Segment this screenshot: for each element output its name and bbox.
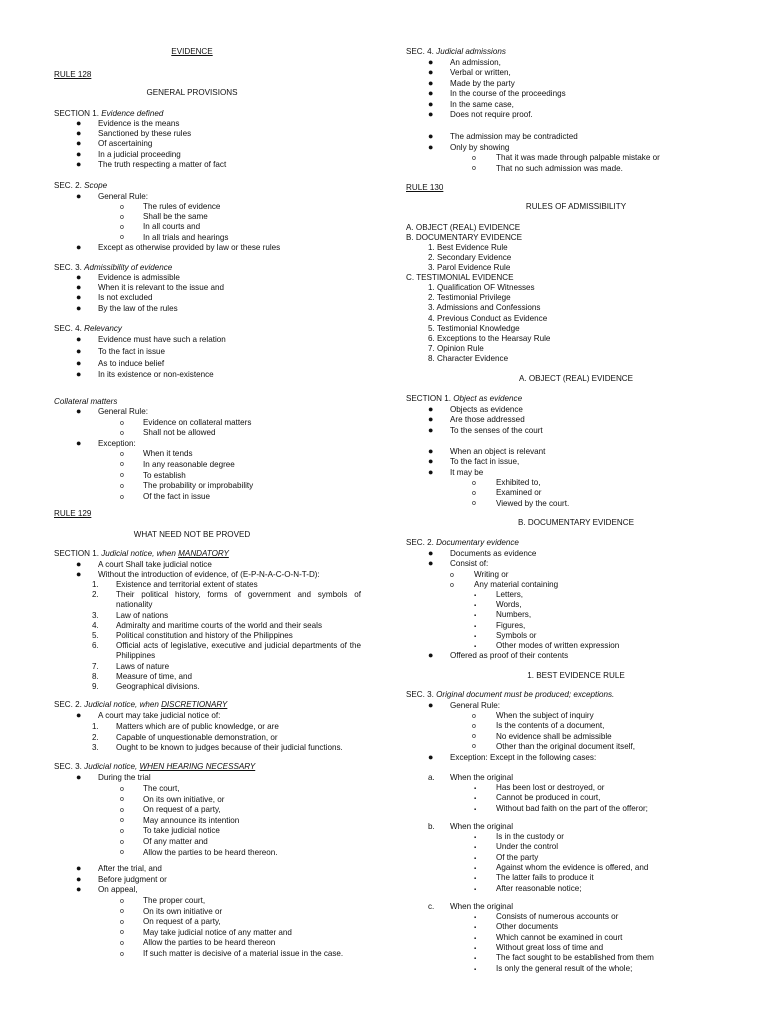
circle-marker: o <box>472 733 476 741</box>
square-marker: ▪ <box>474 786 477 792</box>
sub-item: Examined or <box>496 488 542 498</box>
list-item: Without the introduction of evidence, of (E-P-N-A-C-O-N-T-D): <box>98 570 320 579</box>
circle-marker: o <box>472 154 476 162</box>
section-title-emphasis: MANDATORY <box>178 549 229 558</box>
rule-title: RULES OF ADMISSIBILITY <box>525 202 627 211</box>
bullet-marker: ● <box>76 148 82 159</box>
bullet-marker: ● <box>76 710 82 720</box>
list-item: On appeal, <box>98 885 138 895</box>
bullet-marker: ● <box>76 334 82 344</box>
list-item: The admission may be contradicted <box>450 132 578 141</box>
bullet-marker: ● <box>428 57 434 67</box>
circle-marker: o <box>120 908 124 916</box>
numbered-item: Existence and territorial extent of states <box>116 580 258 589</box>
item-letter: a. <box>428 773 435 782</box>
bullet-marker: ● <box>428 456 434 467</box>
list-item: An admission, <box>450 58 501 67</box>
sub-sub-item: The fact sought to be established from them <box>496 953 654 963</box>
subsection-title: A. OBJECT (REAL) EVIDENCE <box>518 374 634 383</box>
sub-sub-item: Figures, <box>496 620 526 630</box>
sub-item: Viewed by the court. <box>496 498 570 508</box>
sub-item: Allow the parties to be heard thereon. <box>143 847 278 857</box>
list-item: Objects as evidence <box>450 405 523 414</box>
numbered-item: Official acts of legislative, executive and judicial departments of the <box>116 641 361 651</box>
square-marker: ▪ <box>474 613 477 620</box>
section-title-emphasis: DISCRETIONARY <box>161 700 228 709</box>
square-marker: ▪ <box>474 925 477 932</box>
item-number: 8. <box>92 671 99 681</box>
sub-item: No evidence shall be admissible <box>496 731 612 741</box>
section-label: SECTION 1. <box>54 109 102 118</box>
rule-title: GENERAL PROVISIONS <box>146 88 238 97</box>
sub-sub-item: Without great loss of time and <box>496 942 604 952</box>
bullet-marker: ● <box>428 752 434 762</box>
sub-item: Is the contents of a document, <box>496 721 605 731</box>
sub-sub-item: Numbers, <box>496 610 532 620</box>
item-letter: c. <box>428 902 435 911</box>
circle-marker: o <box>120 918 124 926</box>
bullet-marker: ● <box>76 569 82 579</box>
list-item: When the original <box>450 822 513 831</box>
bullet-marker: ● <box>76 863 82 873</box>
sub-item: May take judicial notice of any matter and <box>143 927 292 937</box>
list-item: Of ascertaining <box>98 139 153 149</box>
square-marker: ▪ <box>474 855 477 862</box>
outline-subitem: 2. Testimonial Privilege <box>428 293 511 303</box>
square-marker: ▪ <box>474 956 477 963</box>
bullet-marker: ● <box>428 650 434 660</box>
list-item: Only by showing <box>450 142 510 152</box>
square-marker: ▪ <box>474 633 477 640</box>
circle-marker: o <box>120 939 124 947</box>
section-title: Judicial notice, <box>84 762 140 771</box>
circle-marker: o <box>472 743 476 751</box>
circle-marker: o <box>450 581 454 589</box>
circle-marker: o <box>120 806 124 814</box>
outline-subitem: 5. Testimonial Knowledge <box>428 323 520 333</box>
sub-item: May announce its intention <box>143 815 240 825</box>
sub-item: When the subject of inquiry <box>496 711 594 720</box>
sub-item: The proper court, <box>143 896 206 905</box>
sub-item: On its own initiative, or <box>143 794 225 804</box>
list-item: General Rule: <box>450 701 500 710</box>
section-title: Judicial admissions <box>436 47 506 56</box>
bullet-marker: ● <box>76 873 82 884</box>
sub-item: On request of a party, <box>143 917 221 927</box>
list-item: As to induce belief <box>98 358 165 368</box>
bullet-marker: ● <box>76 128 82 139</box>
square-marker: ▪ <box>474 935 477 942</box>
bullet-marker: ● <box>428 131 434 141</box>
outline-item: C. TESTIMONIAL EVIDENCE <box>406 273 514 282</box>
sub-item: That no such admission was made. <box>496 163 623 173</box>
section-title: Evidence defined <box>101 109 164 118</box>
circle-marker: o <box>120 796 124 804</box>
outline-subitem: 6. Exceptions to the Hearsay Rule <box>428 334 551 343</box>
circle-marker: o <box>120 493 124 501</box>
list-item: A court Shall take judicial notice <box>98 560 212 569</box>
bullet-marker: ● <box>428 88 434 99</box>
section-heading <box>406 47 506 57</box>
circle-marker: o <box>120 950 124 958</box>
circle-marker: o <box>120 897 124 905</box>
sub-sub-item: Is only the general result of the whole; <box>496 963 633 973</box>
square-marker: ▪ <box>474 945 477 952</box>
square-marker: ▪ <box>474 886 477 893</box>
circle-marker: o <box>472 722 476 730</box>
doc-title: EVIDENCE <box>171 47 213 56</box>
list-item: When the original <box>450 902 513 911</box>
circle-marker: o <box>120 203 124 211</box>
outline-subitem: 2. Secondary Evidence <box>428 253 512 263</box>
numbered-item: Admiralty and maritime courts of the world and their seals <box>116 620 323 630</box>
bullet-marker: ● <box>428 466 434 477</box>
item-number: 2. <box>92 732 99 742</box>
square-marker: ▪ <box>474 835 477 841</box>
list-item: Consist of: <box>450 559 489 569</box>
sub-sub-item: Words, <box>496 600 522 610</box>
bullet-marker: ● <box>428 414 434 425</box>
bullet-marker: ● <box>76 406 82 416</box>
bullet-marker: ● <box>76 118 82 128</box>
numbered-item: Laws of nature <box>116 661 170 671</box>
list-item: Sanctioned by these rules <box>98 129 192 139</box>
list-item: During the trial <box>98 773 151 782</box>
item-number: 5. <box>92 631 99 640</box>
item-letter: b. <box>428 822 435 831</box>
outline-subitem: 1. Qualification OF Witnesses <box>428 283 535 292</box>
list-item: To the fact in issue <box>98 346 166 356</box>
bullet-marker: ● <box>76 242 82 252</box>
section-label: SEC. 4. <box>54 324 85 333</box>
sub-sub-item: Is in the custody or <box>496 832 564 841</box>
list-item: It may be <box>450 467 484 477</box>
list-item: Except as otherwise provided by law or these rules <box>98 243 281 252</box>
sub-item: To establish <box>143 470 186 480</box>
sub-item: The court, <box>143 784 180 793</box>
sub-sub-item: Which cannot be examined in court <box>496 932 623 942</box>
sub-item: Exhibited to, <box>496 478 541 487</box>
outline-subitem: 8. Character Evidence <box>428 354 509 364</box>
bullet-marker: ● <box>76 282 82 293</box>
sub-item: When it tends <box>143 449 193 458</box>
numbered-item: Ought to be known to judges because of their judicial functions. <box>116 743 343 753</box>
section-heading <box>54 181 107 191</box>
list-item: Made by the party <box>450 78 515 88</box>
section-heading: Collateral matters <box>54 397 118 406</box>
circle-marker: o <box>120 429 124 437</box>
list-item: To the fact in issue, <box>450 457 520 467</box>
sub-sub-item: Without bad faith on the part of the offeror; <box>496 803 648 813</box>
list-item: When an object is relevant <box>450 447 546 456</box>
circle-marker: o <box>120 817 124 825</box>
circle-marker: o <box>120 223 124 231</box>
section-label: SEC. 3. <box>406 690 437 699</box>
list-item: The truth respecting a matter of fact <box>98 159 227 169</box>
circle-marker: o <box>120 213 124 221</box>
section-label: SECTION 1. <box>54 549 102 558</box>
square-marker: ▪ <box>474 603 477 610</box>
circle-marker: o <box>120 849 124 857</box>
section-label: SECTION 1. <box>406 394 454 403</box>
sub-item: If such matter is decisive of a material issue in the case. <box>143 949 344 958</box>
outline-subitem: 4. Previous Conduct as Evidence <box>428 313 548 323</box>
circle-marker: o <box>120 234 124 242</box>
bullet-marker: ● <box>76 272 82 282</box>
sub-item: That it was made through palpable mistake or <box>496 153 660 162</box>
bullet-marker: ● <box>76 559 82 569</box>
sub-item: On its own initiative or <box>143 906 223 916</box>
sub-sub-item: Letters, <box>496 590 523 599</box>
bullet-marker: ● <box>76 772 82 782</box>
section-heading <box>406 538 519 548</box>
sub-sub-item: Under the control <box>496 842 559 852</box>
list-item: Does not require proof. <box>450 110 533 119</box>
numbered-item: Philippines <box>116 651 156 661</box>
sub-item: The rules of evidence <box>143 202 221 211</box>
bullet-marker: ● <box>76 438 82 448</box>
list-item: Before judgment or <box>98 874 167 884</box>
section-label: SEC. 3. <box>54 263 85 272</box>
square-marker: ▪ <box>474 593 477 599</box>
list-item: Documents as evidence <box>450 549 537 558</box>
list-item: Exception: <box>98 439 136 448</box>
sub-sub-item: Against whom the evidence is offered, and <box>496 862 649 872</box>
circle-marker: o <box>472 165 476 173</box>
section-title: Original document must be produced; exceptions. <box>436 690 615 699</box>
sub-item: Of any matter and <box>143 837 208 846</box>
item-number: 6. <box>92 641 99 651</box>
list-item: General Rule: <box>98 407 148 416</box>
bullet-marker: ● <box>428 424 434 435</box>
circle-marker: o <box>120 472 124 480</box>
sub-sub-item: Cannot be produced in court, <box>496 793 601 803</box>
bullet-marker: ● <box>76 158 82 169</box>
sub-item: In all trials and hearings <box>143 232 229 242</box>
sub-item: In any reasonable degree <box>143 459 235 469</box>
square-marker: ▪ <box>474 845 477 852</box>
square-marker: ▪ <box>474 806 477 813</box>
section-label: SEC. 4. <box>406 47 437 56</box>
numbered-item: Matters which are of public knowledge, or are <box>116 722 279 731</box>
sub-sub-item: Consists of numerous accounts or <box>496 912 619 921</box>
sub-sub-item: Of the party <box>496 852 539 862</box>
numbered-item: nationality <box>116 600 153 610</box>
bullet-marker: ● <box>76 357 82 368</box>
item-number: 3. <box>92 610 99 620</box>
bullet-marker: ● <box>428 700 434 710</box>
rule-heading: RULE 130 <box>406 183 444 192</box>
sub-item: Shall not be allowed <box>143 428 216 438</box>
list-item: Are those addressed <box>450 415 525 425</box>
item-number: 1. <box>92 580 99 589</box>
circle-marker: o <box>120 419 124 427</box>
bullet-marker: ● <box>76 345 82 356</box>
circle-marker: o <box>120 827 124 835</box>
section-title: Admissibility of evidence <box>84 263 173 272</box>
sub-item: The probability or improbability <box>143 481 254 491</box>
sub-sub-item: Has been lost or destroyed, or <box>496 783 605 792</box>
numbered-item: Geographical divisions. <box>116 682 200 691</box>
bullet-marker: ● <box>76 884 82 895</box>
bullet-marker: ● <box>76 292 82 303</box>
bullet-marker: ● <box>428 446 434 456</box>
section-label: SEC. 3. <box>54 762 85 771</box>
section-heading <box>54 109 163 119</box>
bullet-marker: ● <box>76 138 82 149</box>
outline-subitem: 3. Parol Evidence Rule <box>428 263 511 273</box>
section-title-emphasis: WHEN HEARING NECESSARY <box>139 762 256 771</box>
subsection-title: B. DOCUMENTARY EVIDENCE <box>517 518 635 527</box>
sub-item: On request of a party, <box>143 805 221 815</box>
circle-marker: o <box>120 785 124 793</box>
sub-item: To take judicial notice <box>143 826 220 836</box>
list-item: Is not excluded <box>98 293 153 303</box>
outline-subitem: 7. Opinion Rule <box>428 344 484 354</box>
sub-item: Evidence on collateral matters <box>143 418 252 427</box>
sub-sub-item: Other modes of written expression <box>496 641 620 650</box>
bullet-marker: ● <box>428 77 434 88</box>
section-heading <box>54 700 227 710</box>
sub-sub-item: The latter fails to produce it <box>496 873 594 883</box>
numbered-item: Law of nations <box>116 610 169 620</box>
bullet-marker: ● <box>428 558 434 569</box>
bullet-marker: ● <box>428 548 434 558</box>
sub-item: In all courts and <box>143 222 201 232</box>
section-title: Scope <box>84 181 108 190</box>
section-label: SEC. 2. <box>54 181 85 190</box>
circle-marker: o <box>472 712 476 720</box>
square-marker: ▪ <box>474 623 477 630</box>
circle-marker: o <box>472 500 476 508</box>
list-item: In its existence or non-existence <box>98 370 214 380</box>
section-title: Judicial notice, when <box>84 700 162 709</box>
circle-marker: o <box>472 479 476 487</box>
section-heading <box>54 263 172 273</box>
bullet-marker: ● <box>76 302 82 313</box>
bullet-marker: ● <box>428 67 434 78</box>
list-item: By the law of the rules <box>98 303 178 313</box>
list-item: To the senses of the court <box>450 425 543 435</box>
section-label: SEC. 2. <box>406 538 437 547</box>
section-heading <box>54 324 122 334</box>
square-marker: ▪ <box>474 966 477 973</box>
bullet-marker: ● <box>76 369 82 380</box>
list-item: Offered as proof of their contents <box>450 651 569 660</box>
numbered-item: Political constitution and history of the Philippines <box>116 631 293 640</box>
list-item: When the original <box>450 773 513 782</box>
outline-item: B. DOCUMENTARY EVIDENCE <box>406 233 523 242</box>
section-heading <box>406 394 522 404</box>
item-number: 7. <box>92 661 99 671</box>
square-marker: ▪ <box>474 796 477 803</box>
circle-marker: o <box>120 838 124 846</box>
section-heading <box>54 549 229 559</box>
list-item: Evidence is the means <box>98 119 180 128</box>
item-number: 9. <box>92 682 99 691</box>
numbered-item: Their political history, forms of government and symbols of <box>116 590 361 600</box>
section-heading <box>54 762 255 772</box>
sub-item: Allow the parties to be heard thereon <box>143 938 276 948</box>
square-marker: ▪ <box>474 915 477 921</box>
square-marker: ▪ <box>474 865 477 872</box>
bullet-marker: ● <box>76 191 82 201</box>
list-item: A court may take judicial notice of: <box>98 711 221 720</box>
item-number: 2. <box>92 590 99 600</box>
list-item: When it is relevant to the issue and <box>98 283 224 293</box>
section-heading <box>406 690 614 700</box>
rule-heading: RULE 129 <box>54 509 92 518</box>
section-title: Relevancy <box>84 324 122 333</box>
rule-title: WHAT NEED NOT BE PROVED <box>133 530 251 539</box>
list-item: Verbal or written, <box>450 68 511 78</box>
bullet-marker: ● <box>428 109 434 119</box>
list-item: After the trial, and <box>98 864 162 873</box>
sub-item: Shall be the same <box>143 212 208 222</box>
list-item: General Rule: <box>98 192 148 201</box>
section-title: Object as evidence <box>453 394 523 403</box>
sub-sub-item: Other documents <box>496 922 559 932</box>
section-title: Documentary evidence <box>436 538 519 547</box>
rule-heading: RULE 128 <box>54 70 92 79</box>
sub-sub-item: After reasonable notice; <box>496 883 582 893</box>
circle-marker: o <box>120 482 124 490</box>
outline-subitem: 1. Best Evidence Rule <box>428 243 508 252</box>
sub-item: Other than the original document itself, <box>496 741 636 751</box>
list-item: Evidence must have such a relation <box>98 335 226 344</box>
bullet-marker: ● <box>428 141 434 152</box>
sub-sub-item: Symbols or <box>496 630 537 640</box>
square-marker: ▪ <box>474 876 477 883</box>
list-item: Evidence is admissible <box>98 273 180 282</box>
square-marker: ▪ <box>474 644 477 650</box>
item-number: 1. <box>92 722 99 731</box>
list-item: In the course of the proceedings <box>450 89 566 99</box>
list-item: In the same case, <box>450 99 514 109</box>
circle-marker: o <box>120 461 124 469</box>
numbered-item: Capable of unquestionable demonstration, or <box>116 732 278 742</box>
item-number: 3. <box>92 743 99 753</box>
sub-item: Of the fact in issue <box>143 492 211 502</box>
outline-subitem: 3. Admissions and Confessions <box>428 303 541 313</box>
sub-item: Any material containing <box>474 580 559 590</box>
subsection-title: 1. BEST EVIDENCE RULE <box>527 671 625 680</box>
circle-marker: o <box>450 571 454 579</box>
outline-item: A. OBJECT (REAL) EVIDENCE <box>406 223 521 232</box>
circle-marker: o <box>120 929 124 937</box>
list-item: Exception: Except in the following cases: <box>450 753 597 762</box>
circle-marker: o <box>472 489 476 497</box>
section-label: SEC. 2. <box>54 700 85 709</box>
numbered-item: Measure of time, and <box>116 671 193 681</box>
bullet-marker: ● <box>428 98 434 109</box>
list-item: In a judicial proceeding <box>98 149 181 159</box>
bullet-marker: ● <box>428 404 434 414</box>
section-title: Judicial notice, when <box>101 549 179 558</box>
sub-item: Writing or <box>474 570 509 579</box>
circle-marker: o <box>120 450 124 458</box>
item-number: 4. <box>92 620 99 630</box>
